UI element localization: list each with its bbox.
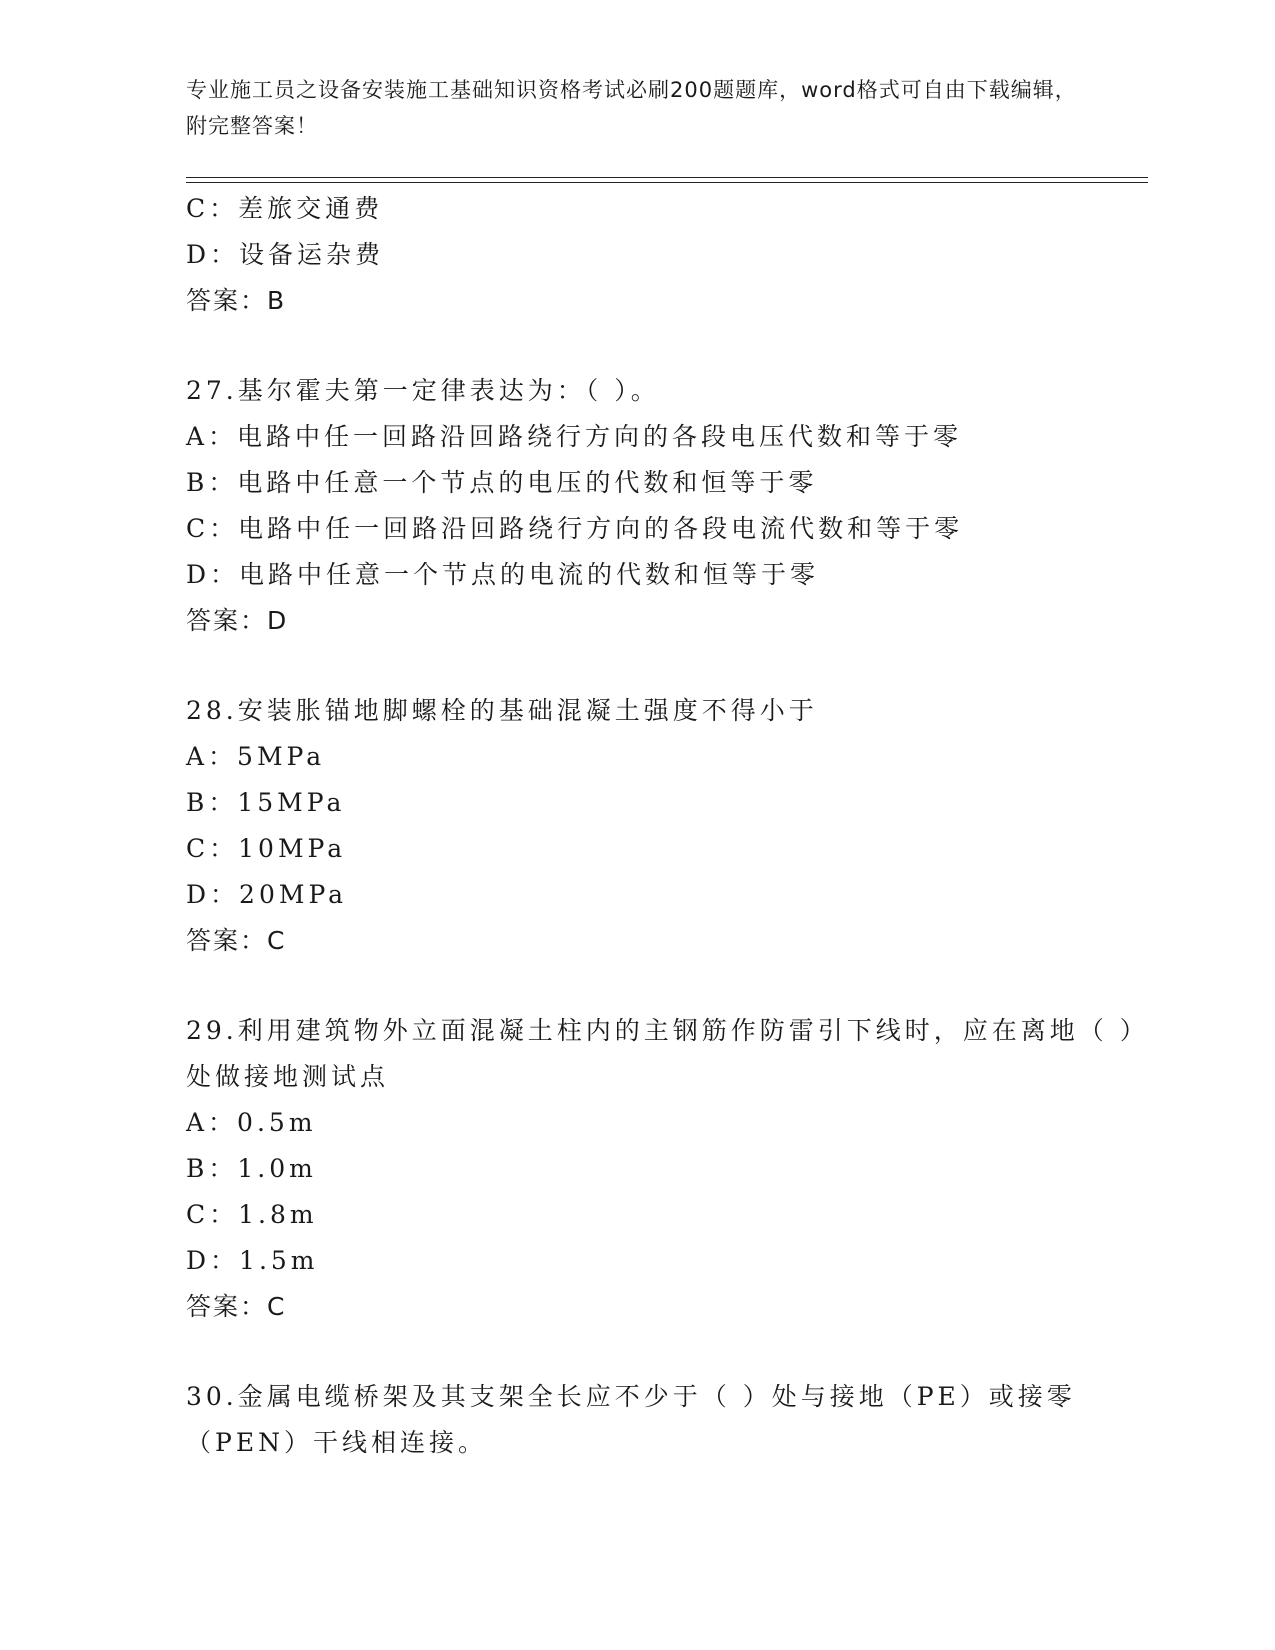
question-stem: 29.利用建筑物外立面混凝土柱内的主钢筋作防雷引下线时，应在离地（ ）处做接地测试点 bbox=[186, 1016, 1137, 1091]
option-c: C：差旅交通费 bbox=[186, 194, 384, 223]
option-a: A：0.5m bbox=[186, 1108, 317, 1137]
question-list bbox=[186, 186, 1146, 1466]
answer-line: 答案：C bbox=[186, 926, 287, 955]
spacer bbox=[186, 324, 1146, 368]
answer-line: 答案：B bbox=[186, 286, 287, 315]
option-b: B：1.0m bbox=[186, 1154, 317, 1183]
answer-line: 答案：D bbox=[186, 606, 289, 635]
spacer bbox=[186, 964, 1146, 1008]
option-b: B：电路中任意一个节点的电压的代数和恒等于零 bbox=[186, 468, 818, 497]
header-rule-top bbox=[186, 177, 1148, 178]
question-stem: 30.金属电缆桥架及其支架全长应不少于（ ）处与接地（PE）或接零（PEN）干线相连接。 bbox=[186, 1382, 1076, 1457]
answer-line: 答案：C bbox=[186, 1292, 287, 1321]
header-rule-bottom bbox=[186, 182, 1148, 183]
option-c: C：1.8m bbox=[186, 1200, 318, 1229]
question-stem: 27.基尔霍夫第一定律表达为：（ ）。 bbox=[186, 376, 660, 405]
option-d: D：1.5m bbox=[186, 1246, 319, 1275]
option-a: A：电路中任一回路沿回路绕行方向的各段电压代数和等于零 bbox=[186, 422, 963, 451]
option-a: A：5MPa bbox=[186, 742, 326, 771]
spacer bbox=[186, 1330, 1146, 1374]
option-c: C：10MPa bbox=[186, 834, 347, 863]
option-b: B：15MPa bbox=[186, 788, 346, 817]
option-d: D：20MPa bbox=[186, 880, 348, 909]
document-header: 专业施工员之设备安装施工基础知识资格考试必刷200题题库，word格式可自由下载编辑，附完整答案！ bbox=[186, 78, 1077, 138]
option-c: C：电路中任一回路沿回路绕行方向的各段电流代数和等于零 bbox=[186, 514, 964, 543]
question-stem: 28.安装胀锚地脚螺栓的基础混凝土强度不得小于 bbox=[186, 696, 818, 725]
option-d: D：设备运杂费 bbox=[186, 240, 385, 269]
spacer bbox=[186, 644, 1146, 688]
option-d: D：电路中任意一个节点的电流的代数和恒等于零 bbox=[186, 560, 820, 589]
